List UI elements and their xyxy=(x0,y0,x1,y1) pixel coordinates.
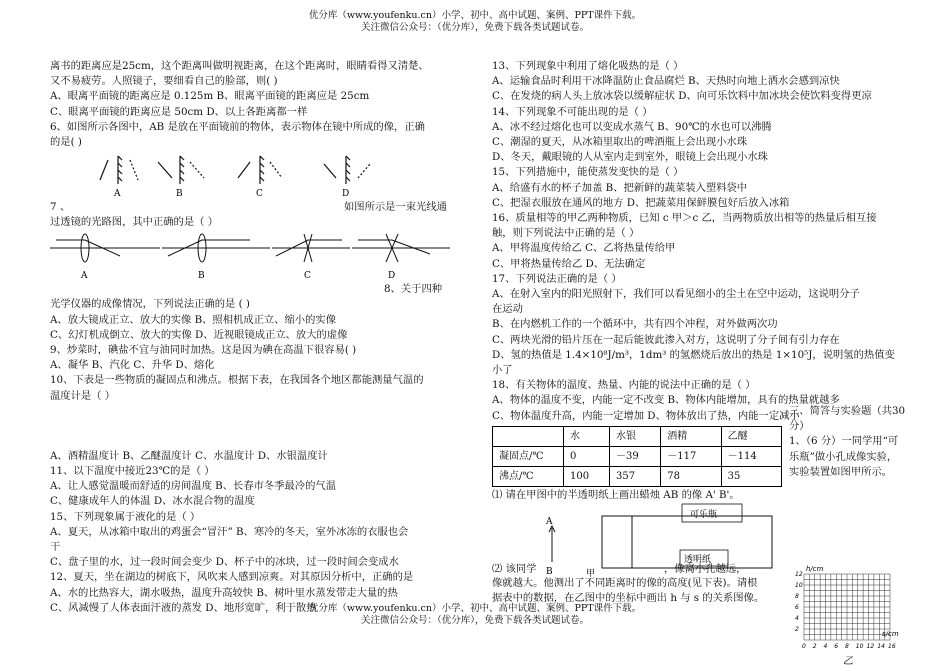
x-tick-label: 16 xyxy=(888,643,896,650)
q14-option-d: D、冬天，戴眼镜的人从室内走到室外，眼镜上会出现小水珠 xyxy=(492,151,768,164)
y-tick-label: 10 xyxy=(795,582,803,589)
q5-option-ab: A、眼离平面镜的距离应是 0.125m B、眼离平面镜的距离应是 25cm xyxy=(50,90,370,103)
x-tick-label: 12 xyxy=(866,643,875,650)
x-axis-label: s/cm xyxy=(882,630,899,638)
q7-fig-label: A xyxy=(81,271,88,282)
x-tick-label: 2 xyxy=(812,643,817,650)
q7-fig-label: C xyxy=(304,271,311,282)
q9-stem: 9、炒菜时，碘盐不宜与油同时加热。这是因为碘在高温下很容易( ) xyxy=(50,344,357,357)
q7-fig-label: B xyxy=(198,271,205,282)
table-cell: 酒精 xyxy=(661,426,721,446)
q1-part4: 据表中的数据，在乙图中的坐标中画出 h 与 s 的关系图像。 xyxy=(492,592,765,604)
q7-fig-label: D xyxy=(388,271,396,282)
section-3-column xyxy=(789,404,907,480)
table-cell: 35 xyxy=(721,466,781,486)
table-header-row xyxy=(493,426,782,446)
x-tick-label: 6 xyxy=(834,643,839,650)
section-3-title: 三、简答与实验题（共30分） xyxy=(789,405,906,433)
table-cell: 357 xyxy=(610,466,661,486)
q15b-option-cd: C、盘子里的水，过一段时间会变少 D、杯子中的冰块，过一段时间会变成水 xyxy=(50,556,399,569)
q6-fig-label: B xyxy=(176,189,183,200)
q11-option-ab: A、让人感觉温暖而舒适的房间温度 B、长春市冬季最冷的气温 xyxy=(50,480,336,493)
q1-part2-a: ⑵ 该同学 xyxy=(492,563,537,575)
table-cell xyxy=(493,426,564,446)
q7-lens-figure xyxy=(50,230,470,282)
q11-stem: 11、以下温度中接近23℃的是（ ） xyxy=(50,465,215,478)
q15-option-ab: A、给盛有水的杯子加盖 B、把新鲜的蔬菜装入塑料袋中 xyxy=(492,181,748,194)
q1-part1: ⑴ 请在甲图中的半透明纸上画出蜡烛 AB 的像 A' B'。 xyxy=(492,489,740,501)
table-cell: 凝固点/℃ xyxy=(493,446,564,466)
y-axis-label: h/cm xyxy=(806,565,824,573)
table-cell: 0 xyxy=(564,446,610,466)
q6-mirror-figure xyxy=(50,150,470,200)
q8-stem xyxy=(50,282,470,297)
q7-number: 7 、 xyxy=(50,201,71,214)
q10-stem-2: 温度计是（ ） xyxy=(50,389,116,402)
fig-jia-caption: 甲 xyxy=(586,569,596,578)
q8-line: 光学仪器的成像情况，下列说法正确的是 ( ) xyxy=(50,298,250,311)
q12-option-cd: C、风减慢了人体表面汗液的蒸发 D、地形宽旷，利于散热 xyxy=(50,601,317,614)
q6-stem: 6、如图所示各图中，AB 是放在平面镜前的物体，表示物体在镜中所成的像，正确 xyxy=(50,120,425,133)
q16-option-ab: A、甲将温度传给乙 C、乙将热量传给甲 xyxy=(492,242,676,255)
x-tick-label: 14 xyxy=(877,643,885,650)
fig-jia-bottle-label: 可乐瓶 xyxy=(690,510,718,520)
q16-stem: 16、质量相等的甲乙两种物质，已知 c 甲＞c 乙，当两物质放出相等的热量后相互接 xyxy=(492,212,877,225)
q17-option-d-wrap: 小了 xyxy=(492,364,513,377)
q18-option-cd: C、物体温度升高，内能一定增加 D、物体放出了热，内能一定减小 xyxy=(492,409,800,422)
q1-part2-b: ，像离小孔越远， xyxy=(664,563,747,575)
q5-option-cd: C、眼离平面镜的距离应是 50cm D、以上各距离都一样 xyxy=(50,105,308,118)
y-tick-label: 6 xyxy=(795,604,799,611)
y-tick-label: 8 xyxy=(795,593,799,600)
q12-option-ab: A、水的比热容大，湖水吸热，温度升高较快 B、树叶里水蒸发带走大量的热 xyxy=(50,586,398,599)
fig-yi-caption: 乙 xyxy=(843,656,853,667)
fig-jia-label-b: B xyxy=(546,567,553,577)
page-footer xyxy=(0,603,950,627)
x-tick-label: 8 xyxy=(845,643,849,650)
q5-line: 离书的距离应是25cm，这个距离叫做明视距离，在这个距离时，眼睛看得又清楚、 xyxy=(50,60,429,72)
q12-stem: 12、夏天，坐在湖边的树底下，风吹来人感到凉爽。对其原因分析中，正确的是 xyxy=(50,571,414,584)
q15b-option-ab: A、夏天，从冰箱中取出的鸡蛋会“冒汗” B、寒冷的冬天，室外冰冻的衣服也会 xyxy=(50,525,409,538)
footer-line-2: 关注微信公众号：（优分库），免费下载各类试题试卷。 xyxy=(360,615,589,626)
q10-stem: 10、下表是一些物质的凝固点和沸点。根据下表，在我国各个地区都能测量气温的 xyxy=(50,374,424,387)
table-cell: 乙醚 xyxy=(721,426,781,446)
fig-jia-paper-label: 透明纸 xyxy=(684,555,712,565)
left-column xyxy=(50,59,470,616)
table-cell: －117 xyxy=(661,446,721,466)
q17-option-a-wrap: 在运动 xyxy=(492,303,523,316)
q7-stem xyxy=(50,200,470,215)
q5-line: 又不易疲劳。人照镜子，要细看自己的脸部，则( ) xyxy=(50,75,278,88)
table-cell: 沸点/℃ xyxy=(493,466,564,486)
header-line-2: 关注微信公众号：（优分库），免费下载各类试题试卷。 xyxy=(360,22,589,33)
q17-stem: 17、下列说法正确的是（ ） xyxy=(492,272,622,285)
q17-option-d: D、氢的热值是 1.4×10⁸J/m³，1dm³ 的氢燃烧后放出的热是 1×10⁵J，说明氢的热值变 xyxy=(492,348,895,361)
table-row xyxy=(493,446,782,466)
page-header xyxy=(0,10,950,34)
q15b-option-ab-wrap: 干 xyxy=(50,541,61,554)
q17-option-a: A、在射入室内的阳光照射下，我们可以看见细小的尘土在空中运动，这说明分子 xyxy=(492,288,860,301)
table-cell: 100 xyxy=(564,466,610,486)
q8-number: 8、关于四种 xyxy=(384,283,443,296)
q17-option-b: B、在内燃机工作的一个循环中，共有四个冲程，对外做两次功 xyxy=(492,318,778,331)
q16-option-cd: C、甲将热量传给乙 D、无法确定 xyxy=(492,257,646,270)
x-tick-label: 0 xyxy=(802,643,806,650)
q13-option-ab: A、运输食品时利用干冰降温防止食品腐烂 B、天热时向地上洒水会感到凉快 xyxy=(492,75,840,88)
q6-stem-2: 的是( ) xyxy=(50,136,82,149)
q17-option-c: C、两块光滑的铅片压在一起后能彼此渗入对方，这说明了分子间有引力存在 xyxy=(492,333,840,346)
q6-fig-label: C xyxy=(256,189,263,200)
q14-stem: 14、下列现象不可能出现的是（ ） xyxy=(492,105,653,118)
q14-option-ab: A、冰不经过熔化也可以变成水蒸气 B、90℃的水也可以沸腾 xyxy=(492,120,772,133)
table-cell: 水银 xyxy=(610,426,661,446)
q15b-stem: 15、下列现象属于液化的是（ ） xyxy=(50,510,201,523)
q6-fig-label: A xyxy=(114,189,121,200)
q15-option-cd: C、把湿衣服放在通风的地方 D、把蔬菜用保鲜膜包好后放入冰箱 xyxy=(492,196,790,209)
q13-option-cd: C、在发烧的病人头上放冰袋以缓解症状 D、向可乐饮料中加冰块会使饮料变得更凉 xyxy=(492,90,872,103)
header-line-1: 优分库（www.youfenku.cn）小学、初中、高中试题、案例、PPT课件下载。 xyxy=(308,10,642,21)
q15-stem: 15、下列措施中，能使蒸发变快的是（ ） xyxy=(492,166,684,179)
q7-stem-2: 过透镜的光路图，其中正确的是（ ） xyxy=(50,216,219,229)
q9-options: A、凝华 B、汽化 C、升华 D、熔化 xyxy=(50,359,215,372)
y-tick-label: 12 xyxy=(795,571,803,578)
table-cell: －114 xyxy=(721,446,781,466)
melting-boiling-table xyxy=(492,426,782,487)
section-3-q1-stem: 1、（6 分）一同学用“可乐瓶”做小孔成像实验，实验装置如图甲所示。 xyxy=(789,435,899,478)
y-tick-label: 2 xyxy=(795,626,799,633)
q18-option-ab: A、物体的温度不变，内能一定不改变 B、物体内能增加，具有的热量就越多 xyxy=(492,394,840,407)
q8-option-cd: C、幻灯机成倒立、放大的实像 D、近视眼镜成正立、放大的虚像 xyxy=(50,328,348,341)
q14-option-c: C、潮湿的夏天，从冰箱里取出的啤酒瓶上会出现小水珠 xyxy=(492,136,748,149)
q8-option-ab: A、放大镜成正立、放大的实像 B、照相机成正立、缩小的实像 xyxy=(50,313,336,326)
x-tick-label: 4 xyxy=(823,643,828,650)
fig-jia-label-a: A xyxy=(546,517,553,527)
q10-options: A、酒精温度计 B、乙醚温度计 C、水温度计 D、水银温度计 xyxy=(50,449,328,462)
q7-text: 如图所示是一束光线通 xyxy=(344,201,447,214)
q11-option-cd: C、健康成年人的体温 D、冰水混合物的温度 xyxy=(50,495,255,508)
x-tick-label: 10 xyxy=(855,643,864,650)
table-cell: 水 xyxy=(564,426,610,446)
table-row xyxy=(493,466,782,486)
y-tick-label: 4 xyxy=(795,615,799,622)
q6-fig-label: D xyxy=(342,189,350,200)
q16-stem-2: 触，则下列说法中正确的是（ ） xyxy=(492,227,640,240)
q1-part3: 像就越大。他测出了不同距离时的像的高度(见下表)。请根 xyxy=(492,577,758,589)
q18-stem: 18、有关物体的温度、热量、内能的说法中正确的是（ ） xyxy=(492,379,756,392)
q13-stem: 13、下列现象中利用了熔化吸热的是（ ） xyxy=(492,60,684,72)
footer-line-1: 优分库（www.youfenku.cn）小学、初中、高中试题、案例、PPT课件下载。 xyxy=(308,603,642,614)
table-cell: －39 xyxy=(610,446,661,466)
table-cell: 78 xyxy=(661,466,721,486)
